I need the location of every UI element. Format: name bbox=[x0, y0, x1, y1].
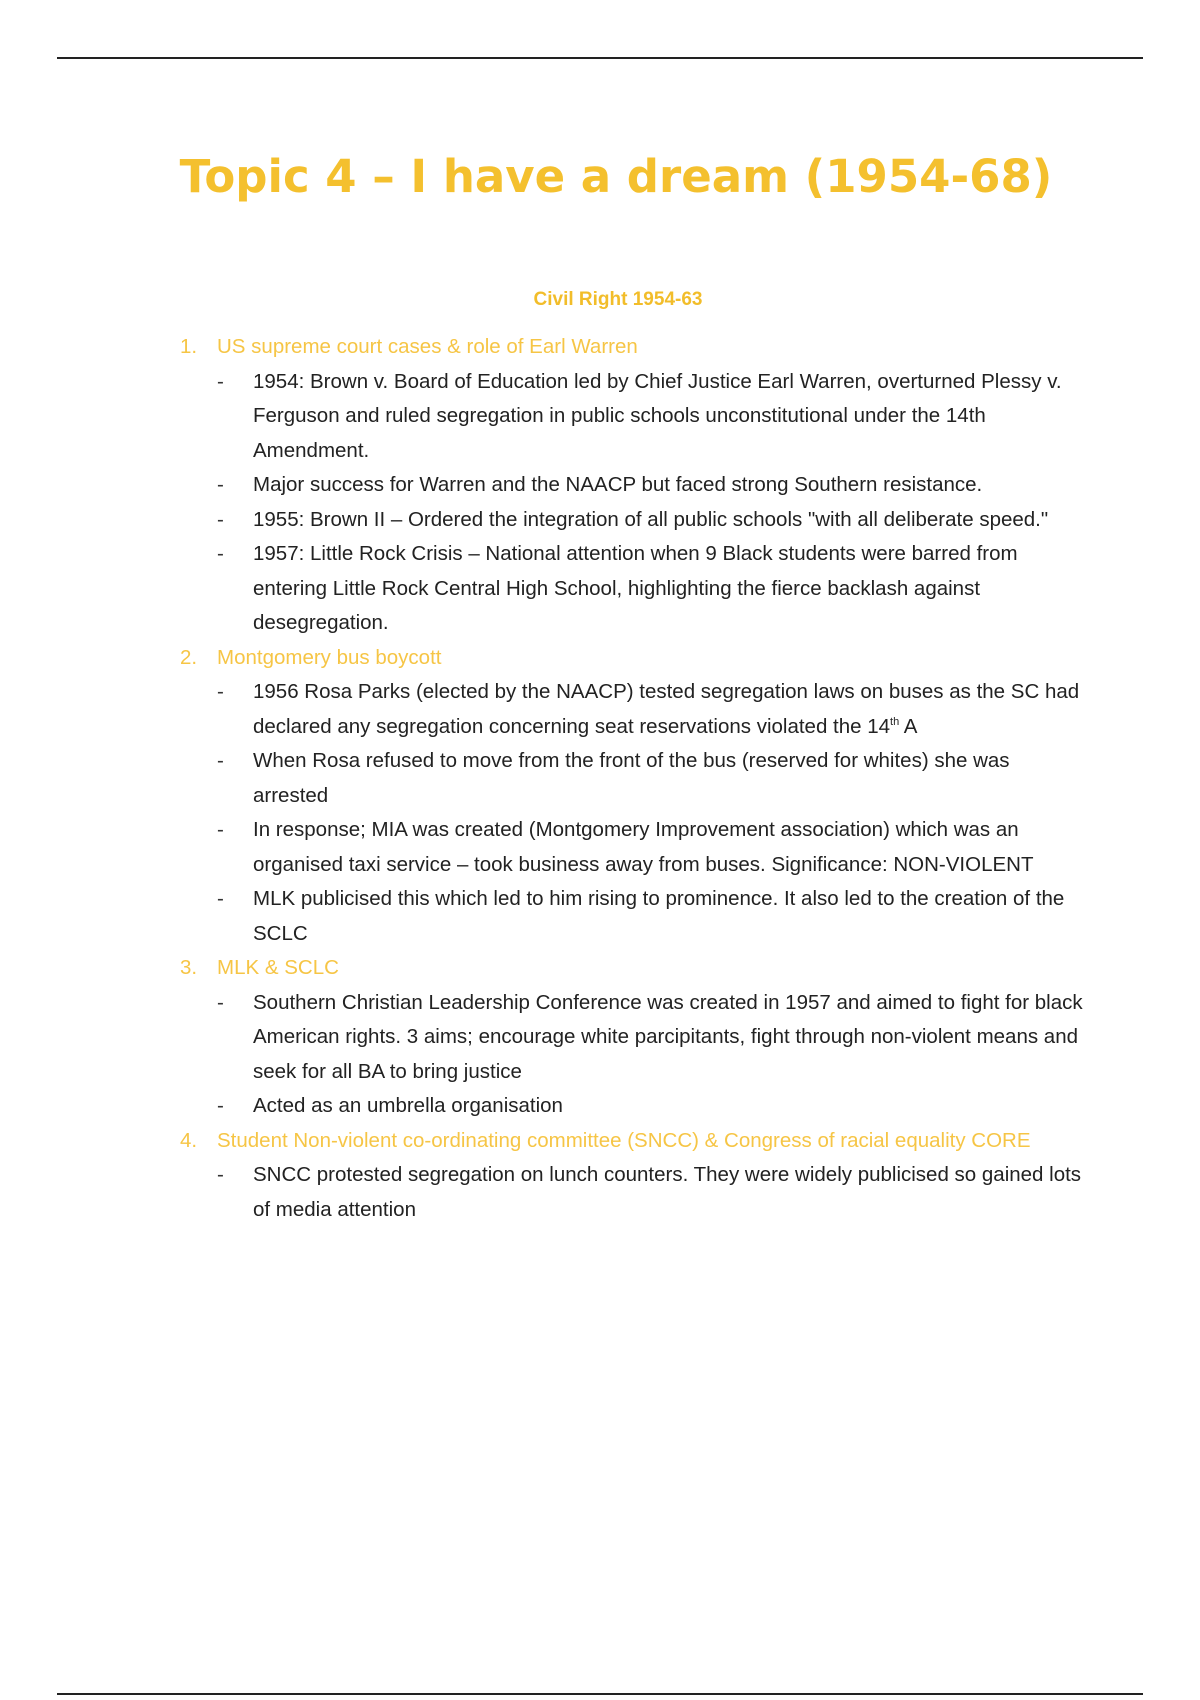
list-item bbox=[217, 365, 1085, 469]
section-1 bbox=[180, 330, 1085, 641]
section-heading-text: Student Non-violent co-ordinating committee (SNCC) & Congress of racial equality CORE bbox=[217, 1128, 1031, 1152]
bullet-text-tail: A bbox=[899, 714, 918, 738]
bullet-text: Acted as an umbrella organisation bbox=[253, 1094, 563, 1117]
bullet-dash: - bbox=[217, 680, 224, 703]
bullet-dash: - bbox=[217, 507, 224, 531]
section-heading bbox=[180, 1124, 1085, 1159]
bullet-text: SNCC protested segregation on lunch counters. They were widely publicised so gained lots of media attention bbox=[253, 1163, 1082, 1221]
section-number: 4. bbox=[180, 1128, 198, 1152]
section-heading-text: US supreme court cases & role of Earl Warren bbox=[217, 335, 638, 358]
bullet-list bbox=[180, 1158, 1085, 1227]
section-heading-text: Montgomery bus boycott bbox=[217, 645, 442, 669]
section-4 bbox=[180, 1124, 1085, 1228]
bullet-text: MLK publicised this which led to him rising to prominence. It also led to the creation of the SCLC bbox=[253, 887, 1065, 945]
section-heading bbox=[180, 641, 1085, 676]
bullet-dash: - bbox=[217, 887, 224, 910]
bullet-dash: - bbox=[217, 990, 224, 1014]
bullet-dash: - bbox=[217, 1094, 224, 1117]
list-item bbox=[217, 986, 1085, 1090]
page-subtitle: Civil Right 1954-63 bbox=[533, 289, 703, 310]
list-item bbox=[217, 1089, 1085, 1124]
list-item bbox=[217, 468, 1085, 503]
list-item bbox=[217, 537, 1085, 641]
bullet-list bbox=[180, 365, 1085, 641]
bullet-text: 1955: Brown II – Ordered the integration of all public schools "with all deliberate speed." bbox=[253, 507, 1049, 531]
section-heading-text: MLK & SCLC bbox=[217, 956, 339, 979]
bullet-text: Major success for Warren and the NAACP but faced strong Southern resistance. bbox=[253, 473, 983, 496]
list-item bbox=[217, 503, 1085, 538]
bullet-text: When Rosa refused to move from the front of the bus (reserved for whites) she was arrested bbox=[253, 749, 1010, 807]
bullet-text bbox=[253, 675, 1085, 744]
ordinal-superscript: th bbox=[890, 715, 900, 728]
section-heading bbox=[180, 951, 1085, 986]
section-heading bbox=[180, 330, 1085, 365]
list-item bbox=[217, 1158, 1085, 1227]
top-rule bbox=[57, 57, 1143, 59]
bullet-dash: - bbox=[217, 542, 224, 565]
section-number: 2. bbox=[180, 645, 198, 669]
list-item bbox=[217, 882, 1085, 951]
bullet-dash: - bbox=[217, 818, 224, 841]
section-number: 1. bbox=[180, 335, 198, 358]
page-title: Topic 4 – I have a dream (1954-68) bbox=[179, 150, 1053, 203]
bottom-rule bbox=[57, 1693, 1143, 1695]
bullet-text: In response; MIA was created (Montgomery Improvement association) which was an organised taxi service – took business away from buses. Significance: NON-VIOLENT bbox=[253, 818, 1034, 876]
notes-content bbox=[180, 330, 1085, 1227]
bullet-dash: - bbox=[217, 1163, 224, 1186]
list-item bbox=[217, 675, 1085, 744]
bullet-text: 1957: Little Rock Crisis – National attention when 9 Black students were barred from entering Little Rock Central High School, highlighting the fierce backlash against desegregation. bbox=[253, 542, 1018, 634]
bullet-dash: - bbox=[217, 749, 224, 772]
bullet-dash: - bbox=[217, 369, 224, 393]
bullet-text: 1954: Brown v. Board of Education led by Chief Justice Earl Warren, overturned Plessy v. Ferguson and ruled segregation in public schools unconstitutional under the 14th Amendment. bbox=[253, 369, 1062, 462]
list-item bbox=[217, 744, 1085, 813]
bullet-text-main: 1956 Rosa Parks (elected by the NAACP) tested segregation laws on buses as the SC had declared any segregation concerning seat reservations violated the 14 bbox=[253, 680, 1080, 738]
bullet-list bbox=[180, 675, 1085, 951]
bullet-list bbox=[180, 986, 1085, 1124]
section-number: 3. bbox=[180, 956, 198, 979]
list-item bbox=[217, 813, 1085, 882]
bullet-text: Southern Christian Leadership Conference was created in 1957 and aimed to fight for black American rights. 3 aims; encourage white parcipitants, fight through non-violent means and seek for all BA to bring justice bbox=[253, 990, 1083, 1083]
section-3 bbox=[180, 951, 1085, 1124]
bullet-dash: - bbox=[217, 473, 224, 496]
section-2 bbox=[180, 641, 1085, 952]
